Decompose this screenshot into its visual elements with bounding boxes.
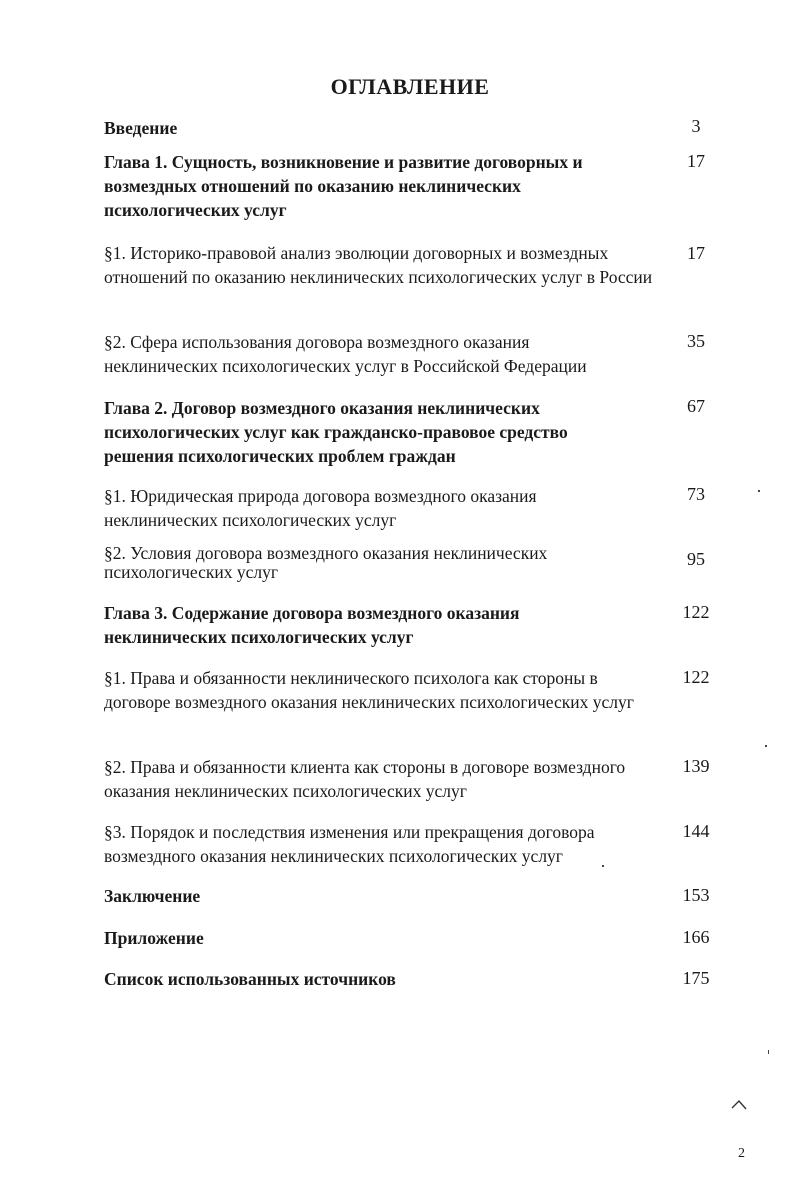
page-title: ОГЛАВЛЕНИЕ <box>330 74 490 99</box>
toc-page-introduction: 3 <box>691 116 701 136</box>
toc-page-conclusion: 153 <box>682 885 710 905</box>
toc-entry-introduction: Введение <box>104 118 178 138</box>
scan-speck <box>602 865 604 867</box>
toc-page-ch1-sec2: 35 <box>687 331 705 351</box>
toc-entry-references: Список использованных источников <box>104 969 396 989</box>
toc-page-ch3-sec3: 144 <box>682 821 710 841</box>
toc-page-chapter-2: 67 <box>687 396 705 416</box>
scan-speck <box>765 745 767 747</box>
toc-entry-ch2-sec2: §2. Условия договора возмездного оказания неклинических психологических услуг <box>104 543 548 582</box>
toc-page-ch2-sec1: 73 <box>687 484 705 504</box>
page-number: 2 <box>738 1146 745 1161</box>
toc-entry-ch1-sec2: §2. Сфера использования договора возмездного оказания неклинических психологических услуг в Российской Федерации <box>104 332 587 376</box>
toc-page-appendix: 166 <box>682 927 710 947</box>
toc-page-ch1-sec1: 17 <box>687 243 705 263</box>
toc-entry-appendix: Приложение <box>104 928 204 948</box>
toc-page-ch3-sec2: 139 <box>682 756 710 776</box>
toc-entry-chapter-2: Глава 2. Договор возмездного оказания неклинических психологических услуг как гражданско-правовое средство решения психологических проблем граждан <box>104 398 568 466</box>
toc-entry-ch3-sec2: §2. Права и обязанности клиента как стороны в договоре возмездного оказания неклинических психологических услуг <box>104 757 626 801</box>
toc-page-ch2-sec2: 95 <box>687 549 705 569</box>
toc-page-ch3-sec1: 122 <box>682 667 710 687</box>
toc-entry-chapter-1: Глава 1. Сущность, возникновение и развитие договорных и возмездных отношений по оказанию неклинических психологических услуг <box>104 152 583 220</box>
toc-entry-ch2-sec1: §1. Юридическая природа договора возмездного оказания неклинических психологических услуг <box>104 486 537 530</box>
toc-entry-ch1-sec1: §1. Историко-правовой анализ эволюции договорных и возмездных отношений по оказанию неклинических психологических услуг в России <box>104 243 653 287</box>
toc-page-chapter-1: 17 <box>687 151 705 171</box>
scan-speck <box>768 1050 769 1054</box>
scan-speck <box>758 490 760 492</box>
toc-page-chapter-3: 122 <box>682 602 710 622</box>
toc-page-references: 175 <box>682 968 710 988</box>
scan-mark-icon <box>730 1098 750 1112</box>
toc-entry-chapter-3: Глава 3. Содержание договора возмездного оказания неклинических психологических услуг <box>104 603 520 647</box>
toc-entry-conclusion: Заключение <box>104 886 201 906</box>
toc-entry-ch3-sec1: §1. Права и обязанности неклинического психолога как стороны в договоре возмездного оказания неклинических психологических услуг <box>104 668 634 712</box>
toc-entry-ch3-sec3: §3. Порядок и последствия изменения или прекращения договора возмездного оказания неклинических психологических услуг <box>104 822 595 866</box>
